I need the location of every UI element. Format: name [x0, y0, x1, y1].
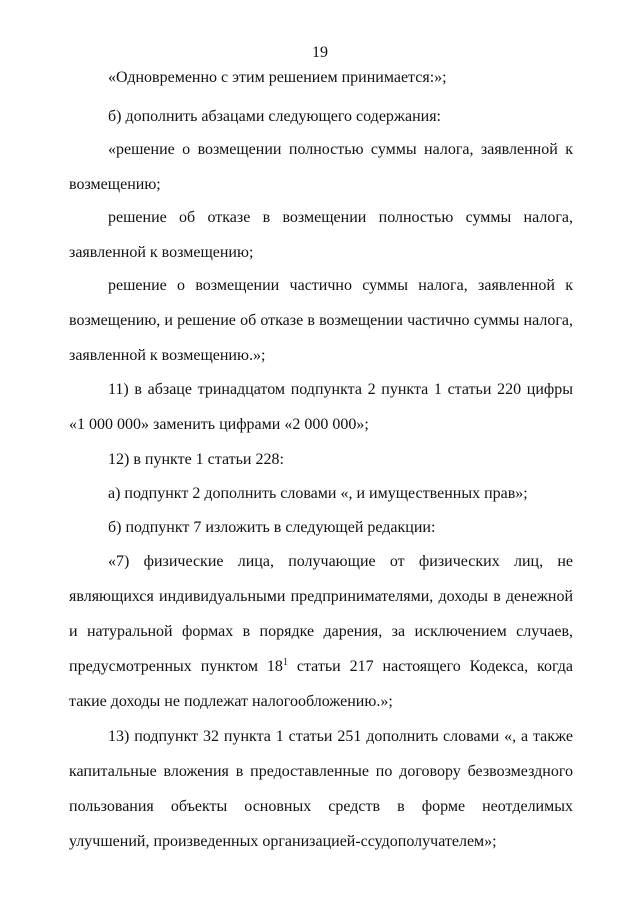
superscript-index: 1	[282, 657, 288, 668]
paragraph-6: 11) в абзаце тринадцатом подпункта 2 пункта 1 статьи 220 цифры «1 000 000» заменить цифрами «2 000 000»;	[69, 381, 573, 433]
paragraph-11: 13) подпункт 32 пункта 1 статьи 251 дополнить словами «, а также капитальные вложения в предоставленные по договору безвозмездного пользования объекты основных средств в форме неотделимых улучшений, произведенных организацией-ссудополучателем»;	[69, 728, 573, 850]
paragraph-5: решение о возмещении частично суммы налога, заявленной к возмещению, и решение об отказе в возмещении частично суммы налога, заявленной к возмещению.»;	[69, 277, 573, 364]
page-number: 19	[312, 44, 328, 61]
paragraph-3: «решение о возмещении полностью суммы налога, заявленной к возмещению;	[69, 141, 573, 193]
paragraph-7: 12) в пункте 1 статьи 228:	[108, 451, 284, 468]
paragraph-2: б) дополнить абзацами следующего содержания:	[108, 108, 441, 125]
paragraph-1: «Одновременно с этим решением принимается:»;	[108, 69, 447, 86]
paragraph-9: б) подпункт 7 изложить в следующей редакции:	[108, 519, 436, 536]
paragraph-10	[69, 544, 573, 719]
paragraph-10-text-after: статьи 217 настоящего Кодекса, когда такие доходы не подлежат налогообложению.»;	[69, 658, 574, 710]
paragraph-10-text-before: «7) физические лица, получающие от физических лиц, не являющихся индивидуальными предпринимателями, доходы в денежной и натуральной формах в порядке дарения, за исключением случаев, предусмотренных пунктом 18	[69, 553, 573, 675]
paragraph-8: а) подпункт 2 дополнить словами «, и имущественных прав»;	[108, 485, 528, 502]
paragraph-4: решение об отказе в возмещении полностью суммы налога, заявленной к возмещению;	[69, 209, 573, 261]
